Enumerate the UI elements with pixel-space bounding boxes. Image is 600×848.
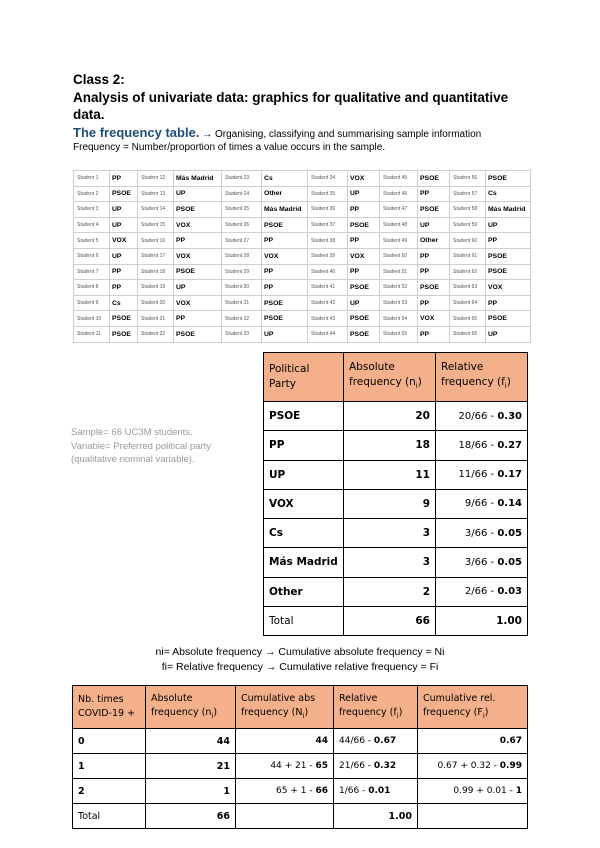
student-party: PP [486,233,531,249]
relative-fraction: 1/66 - [339,786,366,796]
student-party: PSOE [348,326,380,342]
student-label: Student 18 [138,264,174,280]
frequency-definition: Frequency = Number/proportion of times a value occurs in the sample. [73,142,386,153]
relative-value: 0.27 [497,439,522,451]
student-party: VOX [348,171,380,187]
cumulative-rel-sum: 0.67 + 0.32 - [437,761,497,771]
nb-times-cell: 2 [73,779,146,804]
table-row [74,186,531,202]
student-label: Student 19 [138,280,174,296]
sample-note [71,426,211,467]
student-party: VOX [110,233,138,249]
table-row [74,311,531,327]
cumulative-rel-cell [418,754,528,779]
table-row [264,548,528,577]
student-party: PP [262,233,308,249]
student-label: Student 5 [74,233,110,249]
nb-times-cell: 1 [73,754,146,779]
student-party: UP [418,217,450,233]
relative-fraction: 21/66 - [339,761,372,771]
relative-fraction: 3/66 - [464,556,495,568]
party-name: UP [264,460,344,489]
absolute-frequency-cell: 3 [344,548,436,577]
absolute-frequency-cell: 18 [344,431,436,460]
header-absolute-frequency: Absolute frequency $(n_i)$ [146,686,236,729]
relative-fraction: 9/66 - [464,498,495,510]
student-party: PSOE [348,217,380,233]
relative-fraction: 20/66 - [458,410,495,422]
student-party: PSOE [174,264,222,280]
student-party: Other [262,186,308,202]
cumulative-rel-value: 1 [515,786,522,796]
student-party: UP [486,217,531,233]
student-label: Student 20 [138,295,174,311]
table-row [74,326,531,342]
relative-frequency-cell [436,577,528,606]
relative-value: 0.67 [373,736,397,746]
header-nb-times: Nb. times COVID-19 + [73,686,146,729]
cumulative-abs-value: 65 [315,761,328,771]
student-label: Student 17 [138,248,174,264]
student-party: PP [262,280,308,296]
student-party: PSOE [418,202,450,218]
student-label: Student 14 [138,202,174,218]
student-label: Student 33 [222,326,262,342]
student-party: PSOE [262,217,308,233]
party-name: VOX [264,489,344,518]
student-party: PSOE [486,311,531,327]
student-label: Student 49 [380,233,418,249]
absolute-frequency-cell: 1 [146,779,236,804]
cumulative-abs-cell [236,779,334,804]
relative-frequency-cell [436,489,528,518]
student-label: Student 44 [308,326,348,342]
party-name: Cs [264,519,344,548]
student-party: VOX [174,217,222,233]
relative-fraction: 44/66 - [339,736,372,746]
student-label: Student 38 [308,233,348,249]
student-label: Student 28 [222,248,262,264]
student-party: PSOE [348,280,380,296]
student-label: Student 41 [308,280,348,296]
student-party: PP [110,264,138,280]
header-cumulative-abs: Cumulative abs frequency $(N_i)$ [236,686,334,729]
legend-relative: fi= Relative frequency → Cumulative relative frequency = Fi [161,661,439,673]
relative-frequency-cell [334,729,418,754]
absolute-frequency-cell: 44 [146,729,236,754]
student-party: VOX [262,248,308,264]
relative-frequency-cell [436,460,528,489]
student-party: PSOE [486,171,531,187]
student-party: PSOE [262,295,308,311]
table-header-row [264,353,528,402]
header-political-party: Political Party [264,353,344,402]
student-party: PSOE [110,186,138,202]
student-party: Other [418,233,450,249]
student-label: Student 40 [308,264,348,280]
student-label: Student 2 [74,186,110,202]
relative-frequency-cell [334,754,418,779]
student-party: PP [418,295,450,311]
header-relative-frequency: Relative frequency $(f_i)$ [436,353,528,402]
student-label: Student 25 [222,202,262,218]
table-row [264,402,528,431]
student-label: Student 10 [74,311,110,327]
student-party: PP [110,171,138,187]
relative-frequency-cell [436,548,528,577]
student-label: Student 42 [308,295,348,311]
student-label: Student 24 [222,186,262,202]
student-label: Student 35 [308,186,348,202]
cumulative-abs-sum: 65 + 1 - [276,786,313,796]
relative-frequency-cell [436,519,528,548]
student-party: UP [110,217,138,233]
total-label: Total [264,606,344,635]
party-name: Other [264,577,344,606]
cumulative-abs-cell [236,729,334,754]
student-label: Student 16 [138,233,174,249]
student-party: UP [174,280,222,296]
student-party: PP [418,186,450,202]
relative-value: 0.05 [497,556,522,568]
table-row [73,779,528,804]
student-party: Más Madrid [262,202,308,218]
party-name: Más Madrid [264,548,344,577]
student-responses-grid [73,170,531,343]
student-label: Student 29 [222,264,262,280]
absolute-frequency-cell: 21 [146,754,236,779]
class-title: Class 2: [73,72,125,87]
student-label: Student 12 [138,171,174,187]
relative-value: 0.30 [497,410,522,422]
student-label: Student 58 [450,202,486,218]
student-label: Student 31 [222,295,262,311]
student-party: PP [418,248,450,264]
relative-value: 0.32 [373,761,397,771]
student-label: Student 34 [308,171,348,187]
table-header-row [73,686,528,729]
student-party: VOX [418,311,450,327]
table-row [74,295,531,311]
empty-cell [418,804,528,829]
absolute-frequency-cell: 9 [344,489,436,518]
cumulative-rel-sum: 0.99 + 0.01 - [453,786,513,796]
student-party: PSOE [486,264,531,280]
table-row [74,171,531,187]
student-party: PP [486,295,531,311]
total-absolute: 66 [344,606,436,635]
covid-frequency-table [72,685,528,829]
total-row [264,606,528,635]
student-label: Student 27 [222,233,262,249]
student-party: PSOE [174,202,222,218]
table-row [74,217,531,233]
student-party: Más Madrid [174,171,222,187]
student-party: Cs [110,295,138,311]
student-label: Student 21 [138,311,174,327]
student-label: Student 63 [450,280,486,296]
relative-fraction: 3/66 - [464,527,495,539]
student-label: Student 56 [450,171,486,187]
student-party: UP [174,186,222,202]
student-label: Student 30 [222,280,262,296]
empty-cell [236,804,334,829]
student-party: VOX [174,295,222,311]
student-label: Student 22 [138,326,174,342]
student-label: Student 52 [380,280,418,296]
cumulative-abs-value: 44 [315,736,328,746]
student-label: Student 57 [450,186,486,202]
header-absolute-frequency: Absolute frequency $(n_i)$ [344,353,436,402]
cumulative-rel-value: 0.99 [499,761,522,771]
student-label: Student 36 [308,202,348,218]
student-label: Student 39 [308,248,348,264]
nb-times-cell: 0 [73,729,146,754]
student-label: Student 50 [380,248,418,264]
student-label: Student 54 [380,311,418,327]
table-row [74,202,531,218]
sample-note-line: Sample= 66 UC3M students. [71,427,193,438]
student-party: PP [348,233,380,249]
total-relative: 1.00 [436,606,528,635]
student-label: Student 47 [380,202,418,218]
student-label: Student 13 [138,186,174,202]
student-party: PP [174,311,222,327]
student-party: PSOE [110,311,138,327]
student-party: Cs [486,186,531,202]
student-label: Student 53 [380,295,418,311]
student-label: Student 26 [222,217,262,233]
student-party: PP [348,264,380,280]
cumulative-abs-cell [236,754,334,779]
student-label: Student 45 [380,171,418,187]
student-label: Student 61 [450,248,486,264]
student-label: Student 59 [450,217,486,233]
table-row [73,729,528,754]
student-party: UP [348,295,380,311]
page-subtitle: Analysis of univariate data: graphics for qualitative and quantitative data. [73,90,509,122]
table-row [73,754,528,779]
student-party: PSOE [486,248,531,264]
relative-value: 0.05 [497,527,522,539]
party-frequency-table [263,352,528,636]
total-absolute: 66 [146,804,236,829]
total-row [73,804,528,829]
student-party: PP [110,280,138,296]
table-row [74,248,531,264]
relative-value: 0.03 [497,586,522,598]
student-label: Student 37 [308,217,348,233]
relative-value: 0.01 [368,786,391,796]
student-party: PSOE [110,326,138,342]
relative-frequency-cell [436,431,528,460]
frequency-table-heading [73,125,481,140]
student-label: Student 60 [450,233,486,249]
student-party: Más Madrid [486,202,531,218]
relative-value: 0.14 [497,498,522,510]
student-party: PSOE [262,311,308,327]
student-party: UP [110,248,138,264]
cumulative-abs-value: 66 [315,786,328,796]
legend-absolute: ni= Absolute frequency → Cumulative absolute frequency = Ni [155,646,445,658]
table-row [264,431,528,460]
relative-fraction: 11/66 - [458,469,495,481]
relative-fraction: 2/66 - [464,586,495,598]
relative-frequency-cell [334,779,418,804]
student-party: PP [418,264,450,280]
student-party: PSOE [418,280,450,296]
student-label: Student 9 [74,295,110,311]
relative-fraction: 18/66 - [458,439,495,451]
student-label: Student 43 [308,311,348,327]
student-label: Student 11 [74,326,110,342]
table-row [264,577,528,606]
student-label: Student 64 [450,295,486,311]
relative-frequency-cell [436,402,528,431]
cumulative-rel-cell [418,729,528,754]
student-label: Student 1 [74,171,110,187]
student-label: Student 8 [74,280,110,296]
student-label: Student 48 [380,217,418,233]
student-label: Student 15 [138,217,174,233]
cumulative-rel-cell [418,779,528,804]
sample-note-line: Variable= Preferred political party [71,440,212,452]
student-label: Student 23 [222,171,262,187]
absolute-frequency-cell: 20 [344,402,436,431]
student-label: Student 4 [74,217,110,233]
party-name: PP [264,431,344,460]
absolute-frequency-cell: 3 [344,519,436,548]
party-name: PSOE [264,402,344,431]
student-party: PP [262,264,308,280]
student-party: UP [262,326,308,342]
total-label: Total [73,804,146,829]
student-party: UP [110,202,138,218]
student-party: PSOE [348,311,380,327]
cumulative-rel-value: 0.67 [499,736,522,746]
student-party: PSOE [174,326,222,342]
table-row [74,264,531,280]
student-party: Cs [262,171,308,187]
relative-value: 0.17 [497,469,522,481]
student-label: Student 62 [450,264,486,280]
student-party: VOX [348,248,380,264]
student-party: VOX [174,248,222,264]
student-label: Student 66 [450,326,486,342]
student-label: Student 6 [74,248,110,264]
absolute-frequency-cell: 11 [344,460,436,489]
sample-note-line: (qualitative nominal variable). [71,454,195,465]
student-label: Student 7 [74,264,110,280]
table-row [74,280,531,296]
frequency-heading-label: The frequency table. [73,125,200,140]
table-row [264,519,528,548]
table-row [264,489,528,518]
student-party: PP [348,202,380,218]
student-label: Student 55 [380,326,418,342]
student-party: PP [174,233,222,249]
student-party: UP [486,326,531,342]
total-relative: 1.00 [334,804,418,829]
absolute-frequency-cell: 2 [344,577,436,606]
student-label: Student 3 [74,202,110,218]
student-party: PP [418,326,450,342]
student-label: Student 65 [450,311,486,327]
student-party: PSOE [418,171,450,187]
frequency-heading-description: → Organising, classifying and summarising sample information [202,129,482,140]
student-label: Student 32 [222,311,262,327]
student-party: UP [348,186,380,202]
student-label: Student 46 [380,186,418,202]
cumulative-abs-sum: 44 + 21 - [270,761,313,771]
table-row [74,233,531,249]
header-cumulative-rel: Cumulative rel. frequency $(F_i)$ [418,686,528,729]
student-label: Student 51 [380,264,418,280]
table-row [264,460,528,489]
student-party: VOX [486,280,531,296]
header-relative-frequency: Relative frequency $(f_i)$ [334,686,418,729]
